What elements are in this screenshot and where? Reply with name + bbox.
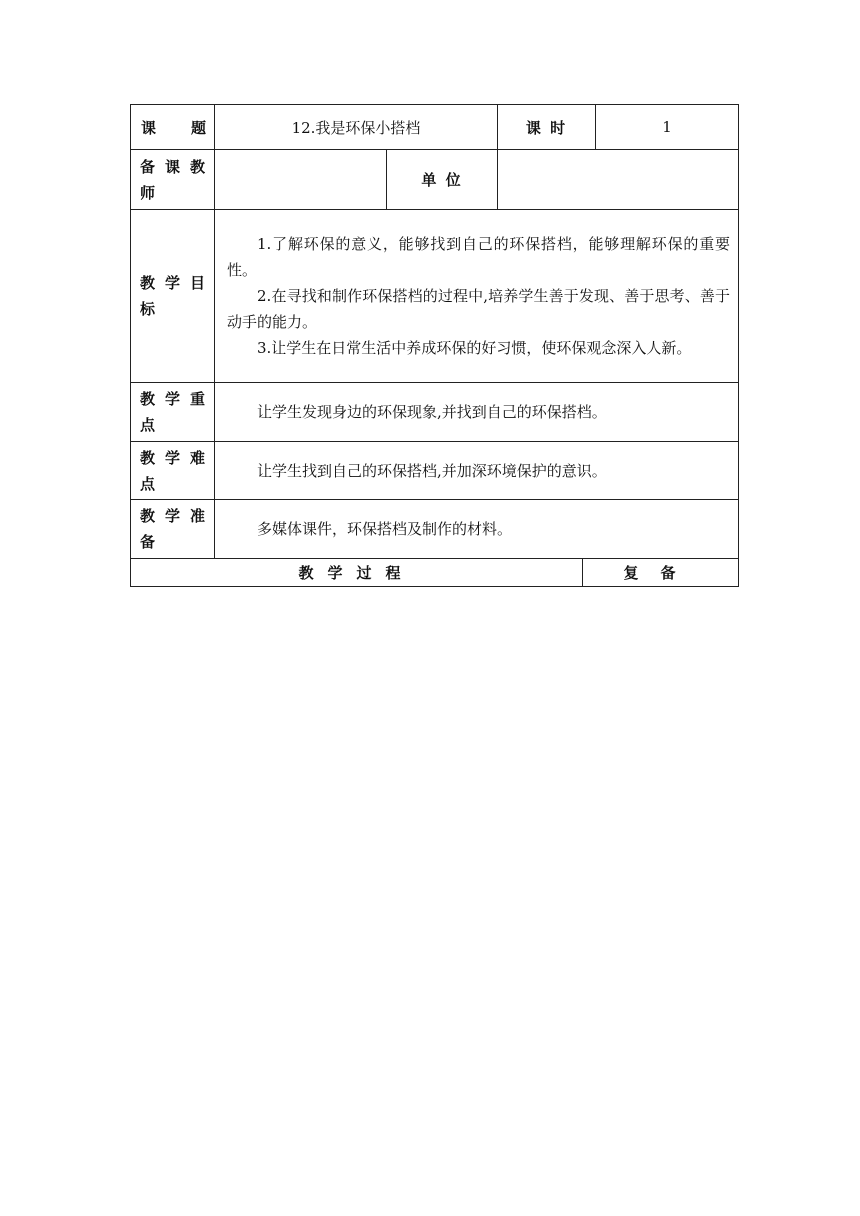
teacher-row: [131, 150, 739, 210]
period-label: 课 时: [498, 105, 596, 150]
goal-item-1: 1.了解环保的意义，能够找到自己的环保搭档，能够理解环保的重要性。: [227, 235, 731, 279]
difficulty-row: [131, 442, 739, 500]
preparation-row: [131, 500, 739, 559]
preparation-text: 多媒体课件，环保搭档及制作的材料。: [257, 520, 513, 538]
teacher-label-line2: 师: [140, 183, 156, 202]
lesson-plan-table: [130, 104, 739, 587]
teacher-value: [215, 150, 387, 210]
difficulty-label-line1: 教学难: [140, 448, 205, 467]
topic-row: [131, 105, 739, 150]
difficulty-label-line2: 点: [140, 474, 156, 493]
goal-item-2: 2.在寻找和制作环保搭档的过程中,培养学生善于发现、善于思考、善于动手的能力。: [227, 287, 731, 331]
period-value: 1: [596, 105, 739, 150]
teacher-label-line1: 备课教: [140, 157, 205, 176]
goals-row: [131, 210, 739, 383]
key-points-text: 让学生发现身边的环保现象,并找到自己的环保搭档。: [257, 403, 607, 421]
unit-label: 单 位: [387, 150, 498, 210]
key-points-row: [131, 383, 739, 442]
difficulty-label: [131, 442, 215, 500]
preparation-label-line2: 备: [140, 533, 156, 551]
key-points-label: [131, 383, 215, 442]
topic-label: 课 题: [131, 105, 215, 150]
difficulty-text: 让学生找到自己的环保搭档,并加深环境保护的意识。: [257, 461, 607, 480]
revision-notes-label: 复备: [583, 559, 739, 587]
topic-value: 12.我是环保小搭档: [215, 105, 498, 150]
key-points-label-line2: 点: [140, 416, 156, 434]
preparation-content: [215, 500, 739, 559]
preparation-label: [131, 500, 215, 559]
goals-label-line2: 标: [140, 300, 156, 318]
lesson-plan-sheet: [130, 104, 738, 587]
goal-item-3: 3.让学生在日常生活中养成环保的好习惯，使环保观念深入人新。: [257, 339, 692, 357]
key-points-content: [215, 383, 739, 442]
key-points-label-line1: 教学重: [140, 390, 205, 408]
teaching-process-label: 教学过程: [131, 559, 583, 587]
teacher-label: [131, 150, 215, 210]
goals-label: [131, 210, 215, 383]
process-header-row: [131, 559, 739, 587]
goals-label-line1: 教学目: [140, 274, 205, 292]
preparation-label-line1: 教学准: [140, 507, 205, 525]
unit-value: [498, 150, 739, 210]
goals-content: [215, 210, 739, 383]
difficulty-content: [215, 442, 739, 500]
